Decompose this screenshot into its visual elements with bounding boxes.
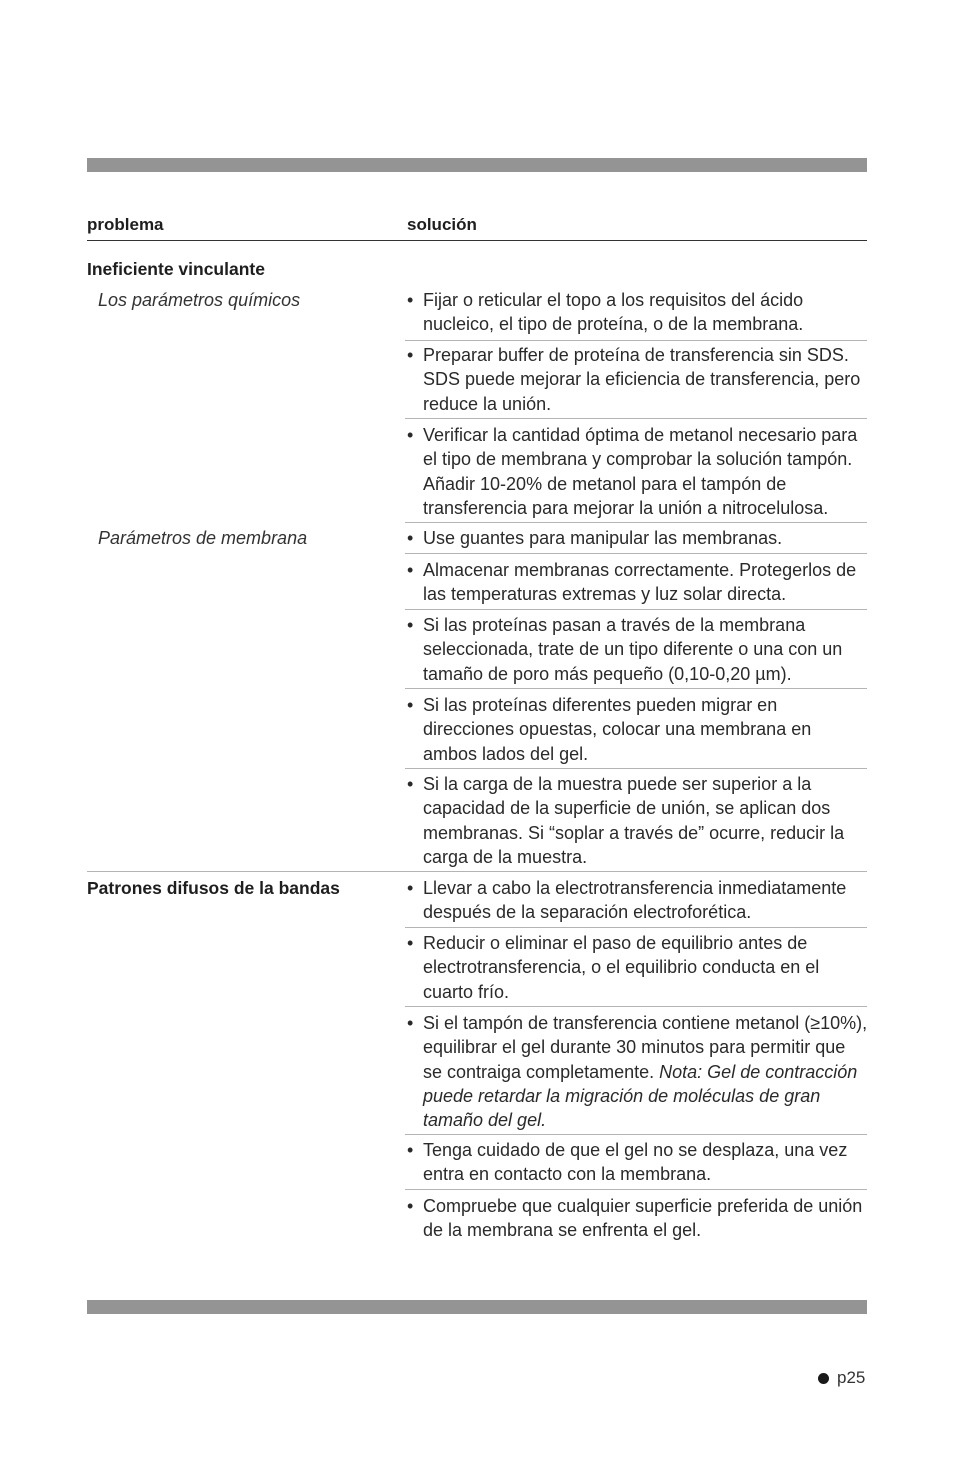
bullet: •	[407, 933, 414, 953]
solution-text: Use guantes para manipular las membranas.	[423, 528, 783, 548]
solution-text	[407, 1011, 869, 1132]
solution-item	[407, 1194, 869, 1243]
solution-item	[407, 526, 869, 550]
top-rule-bar	[87, 158, 867, 172]
solution-text: Verificar la cantidad óptima de metanol necesario para el tipo de membrana y comprobar la solución tampón. Añadir 10-20% de metanol para el tampón de transferencia para mejorar la unión a nitrocelulosa.	[423, 425, 858, 518]
subsection-label: Los parámetros químicos	[98, 290, 301, 310]
solution-item	[407, 693, 869, 766]
header-problem: problema	[87, 215, 164, 234]
solution-item	[407, 1011, 869, 1132]
bullet: •	[407, 1140, 414, 1160]
solution-note: Nota: Gel de contracción puede retardar la migración de moléculas de gran tamaño del gel.	[423, 1061, 858, 1131]
row-divider	[405, 340, 867, 341]
page-indicator	[818, 1368, 865, 1388]
header-rule	[87, 240, 867, 241]
solution-text: Fijar o reticular el topo a los requisitos del ácido nucleico, el tipo de proteína, o de la membrana.	[423, 290, 804, 335]
solution-text: Preparar buffer de proteína de transferencia sin SDS. SDS puede mejorar la eficiencia de transferencia, pero reduce la unión.	[423, 345, 861, 414]
bottom-rule-bar	[87, 1300, 867, 1314]
bullet: •	[407, 425, 414, 445]
solution-item	[407, 288, 869, 337]
solution-text: Si las proteínas diferentes pueden migrar en direcciones opuestas, colocar una membrana en ambos lados del gel.	[423, 695, 812, 764]
row-divider	[405, 927, 867, 928]
solution-text: Reducir o eliminar el paso de equilibrio antes de electrotransferencia, o el equilibrio conducta en el cuarto frío.	[423, 933, 820, 1002]
row-divider	[405, 1134, 867, 1135]
solution-item	[407, 423, 869, 520]
section-divider	[87, 871, 867, 872]
row-divider	[405, 1006, 867, 1007]
solution-text: Si la carga de la muestra puede ser superior a la capacidad de la superficie de unión, se aplican dos membranas. Si “soplar a través de” ocurre, reducir la carga de la muestra.	[423, 774, 845, 867]
row-divider	[405, 1189, 867, 1190]
bullet: •	[407, 290, 414, 310]
solution-item	[407, 931, 869, 1004]
row-divider	[405, 609, 867, 610]
bullet: •	[407, 560, 414, 580]
solution-item	[407, 613, 869, 686]
bullet: •	[407, 615, 414, 635]
solution-item	[407, 772, 869, 869]
row-divider	[405, 688, 867, 689]
solution-item	[407, 343, 869, 416]
bullet: •	[407, 878, 414, 898]
row-divider	[405, 418, 867, 419]
header-solution: solución	[407, 215, 477, 234]
bullet-dot-icon	[818, 1373, 829, 1384]
row-divider	[405, 522, 867, 523]
solution-item	[407, 1138, 869, 1187]
bullet: •	[407, 695, 414, 715]
bullet: •	[407, 1013, 414, 1033]
subsection-label: Parámetros de membrana	[98, 528, 308, 548]
bullet: •	[407, 345, 414, 365]
bullet: •	[407, 774, 414, 794]
solution-text: Almacenar membranas correctamente. Protegerlos de las temperaturas extremas y luz solar directa.	[423, 560, 857, 605]
solution-item	[407, 558, 869, 607]
bullet: •	[407, 528, 414, 548]
page-number: p25	[837, 1368, 866, 1387]
solution-text: Si las proteínas pasan a través de la membrana seleccionada, trate de un tipo diferente o una con un tamaño de poro más pequeño (0,10-0,20 µm).	[423, 615, 843, 684]
solution-main-text: Si el tampón de transferencia contiene metanol (≥10%), equilibrar el gel durante 30 minutos para permitir que se contraiga completamente.	[423, 1013, 868, 1082]
section-title: Patrones difusos de la bandas	[87, 878, 340, 898]
solution-text: Llevar a cabo la electrotransferencia inmediatamente después de la separación electroforética.	[423, 878, 847, 923]
row-divider	[405, 768, 867, 769]
solution-item	[407, 876, 869, 925]
section-title: Ineficiente vinculante	[87, 259, 265, 279]
solution-text: Tenga cuidado de que el gel no se desplaza, una vez entra en contacto con la membrana.	[423, 1140, 848, 1185]
bullet: •	[407, 1196, 414, 1216]
solution-text: Compruebe que cualquier superficie preferida de unión de la membrana se enfrenta el gel.	[423, 1196, 863, 1241]
row-divider	[405, 553, 867, 554]
